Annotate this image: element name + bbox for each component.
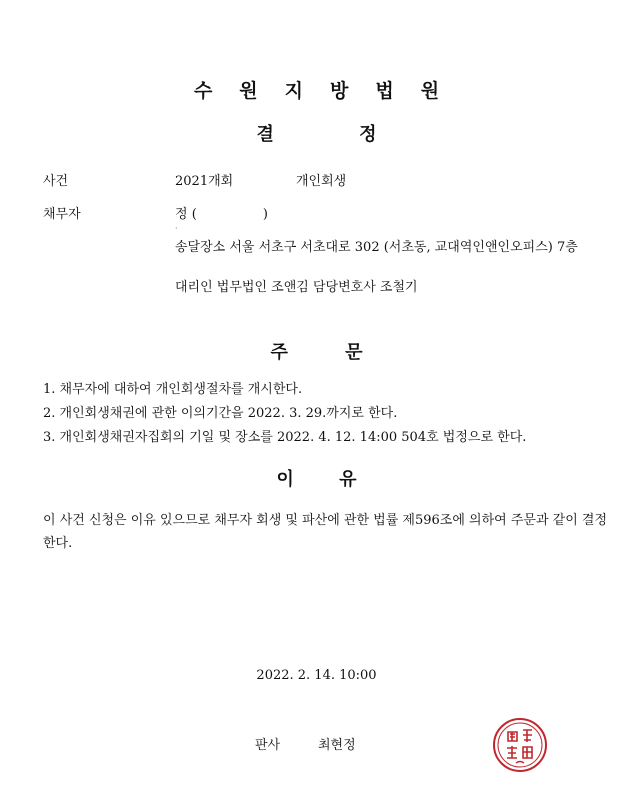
debtor-label: 채무자	[43, 207, 81, 222]
order-item: 1. 채무자에 대하여 개인회생절차를 개시한다.	[43, 382, 303, 397]
decision-heading	[0, 120, 633, 146]
case-label: 사건	[43, 174, 69, 189]
reason-heading	[0, 465, 633, 491]
order-item: 2. 개인회생채권에 관한 이의기간을 2022. 3. 29.까지로 한다.	[43, 406, 398, 421]
decision-date: 2022. 2. 14. 10:00	[256, 668, 377, 683]
case-label-row	[43, 170, 125, 189]
order-list	[43, 378, 526, 450]
decision-title: 결 정	[256, 124, 377, 145]
judge-name: 최현정	[318, 738, 356, 753]
seal-icon	[491, 716, 549, 774]
reason-title: 이 유	[276, 469, 357, 490]
order-heading	[0, 338, 633, 364]
case-name: 개인회생	[296, 174, 347, 189]
order-item: 3. 개인회생채권자집회의 기일 및 장소를 2022. 4. 12. 14:00 504호 법정으로 한다.	[43, 430, 527, 445]
reason-text: 이 사건 신청은 이유 있으므로 채무자 회생 및 파산에 관한 법률 제596조에 의하여 주문과 같이 결정한다.	[43, 513, 608, 551]
order-title: 주 문	[270, 342, 363, 363]
court-name: 수원지방법원	[193, 80, 467, 102]
divider-dot: ·	[175, 224, 178, 233]
debtor-name: 정 ( )	[175, 207, 268, 222]
court-seal-stamp	[491, 716, 549, 774]
debtor-label-row	[43, 203, 125, 222]
case-number: 2021개회	[175, 174, 234, 189]
judge-title: 판사	[255, 738, 281, 753]
legal-agent: 대리인 법무법인 조앤김 담당변호사 조철기	[175, 280, 418, 295]
service-address: 송달장소 서울 서초구 서초대로 302 (서초동, 교대역인앤인오피스) 7층	[175, 240, 578, 255]
